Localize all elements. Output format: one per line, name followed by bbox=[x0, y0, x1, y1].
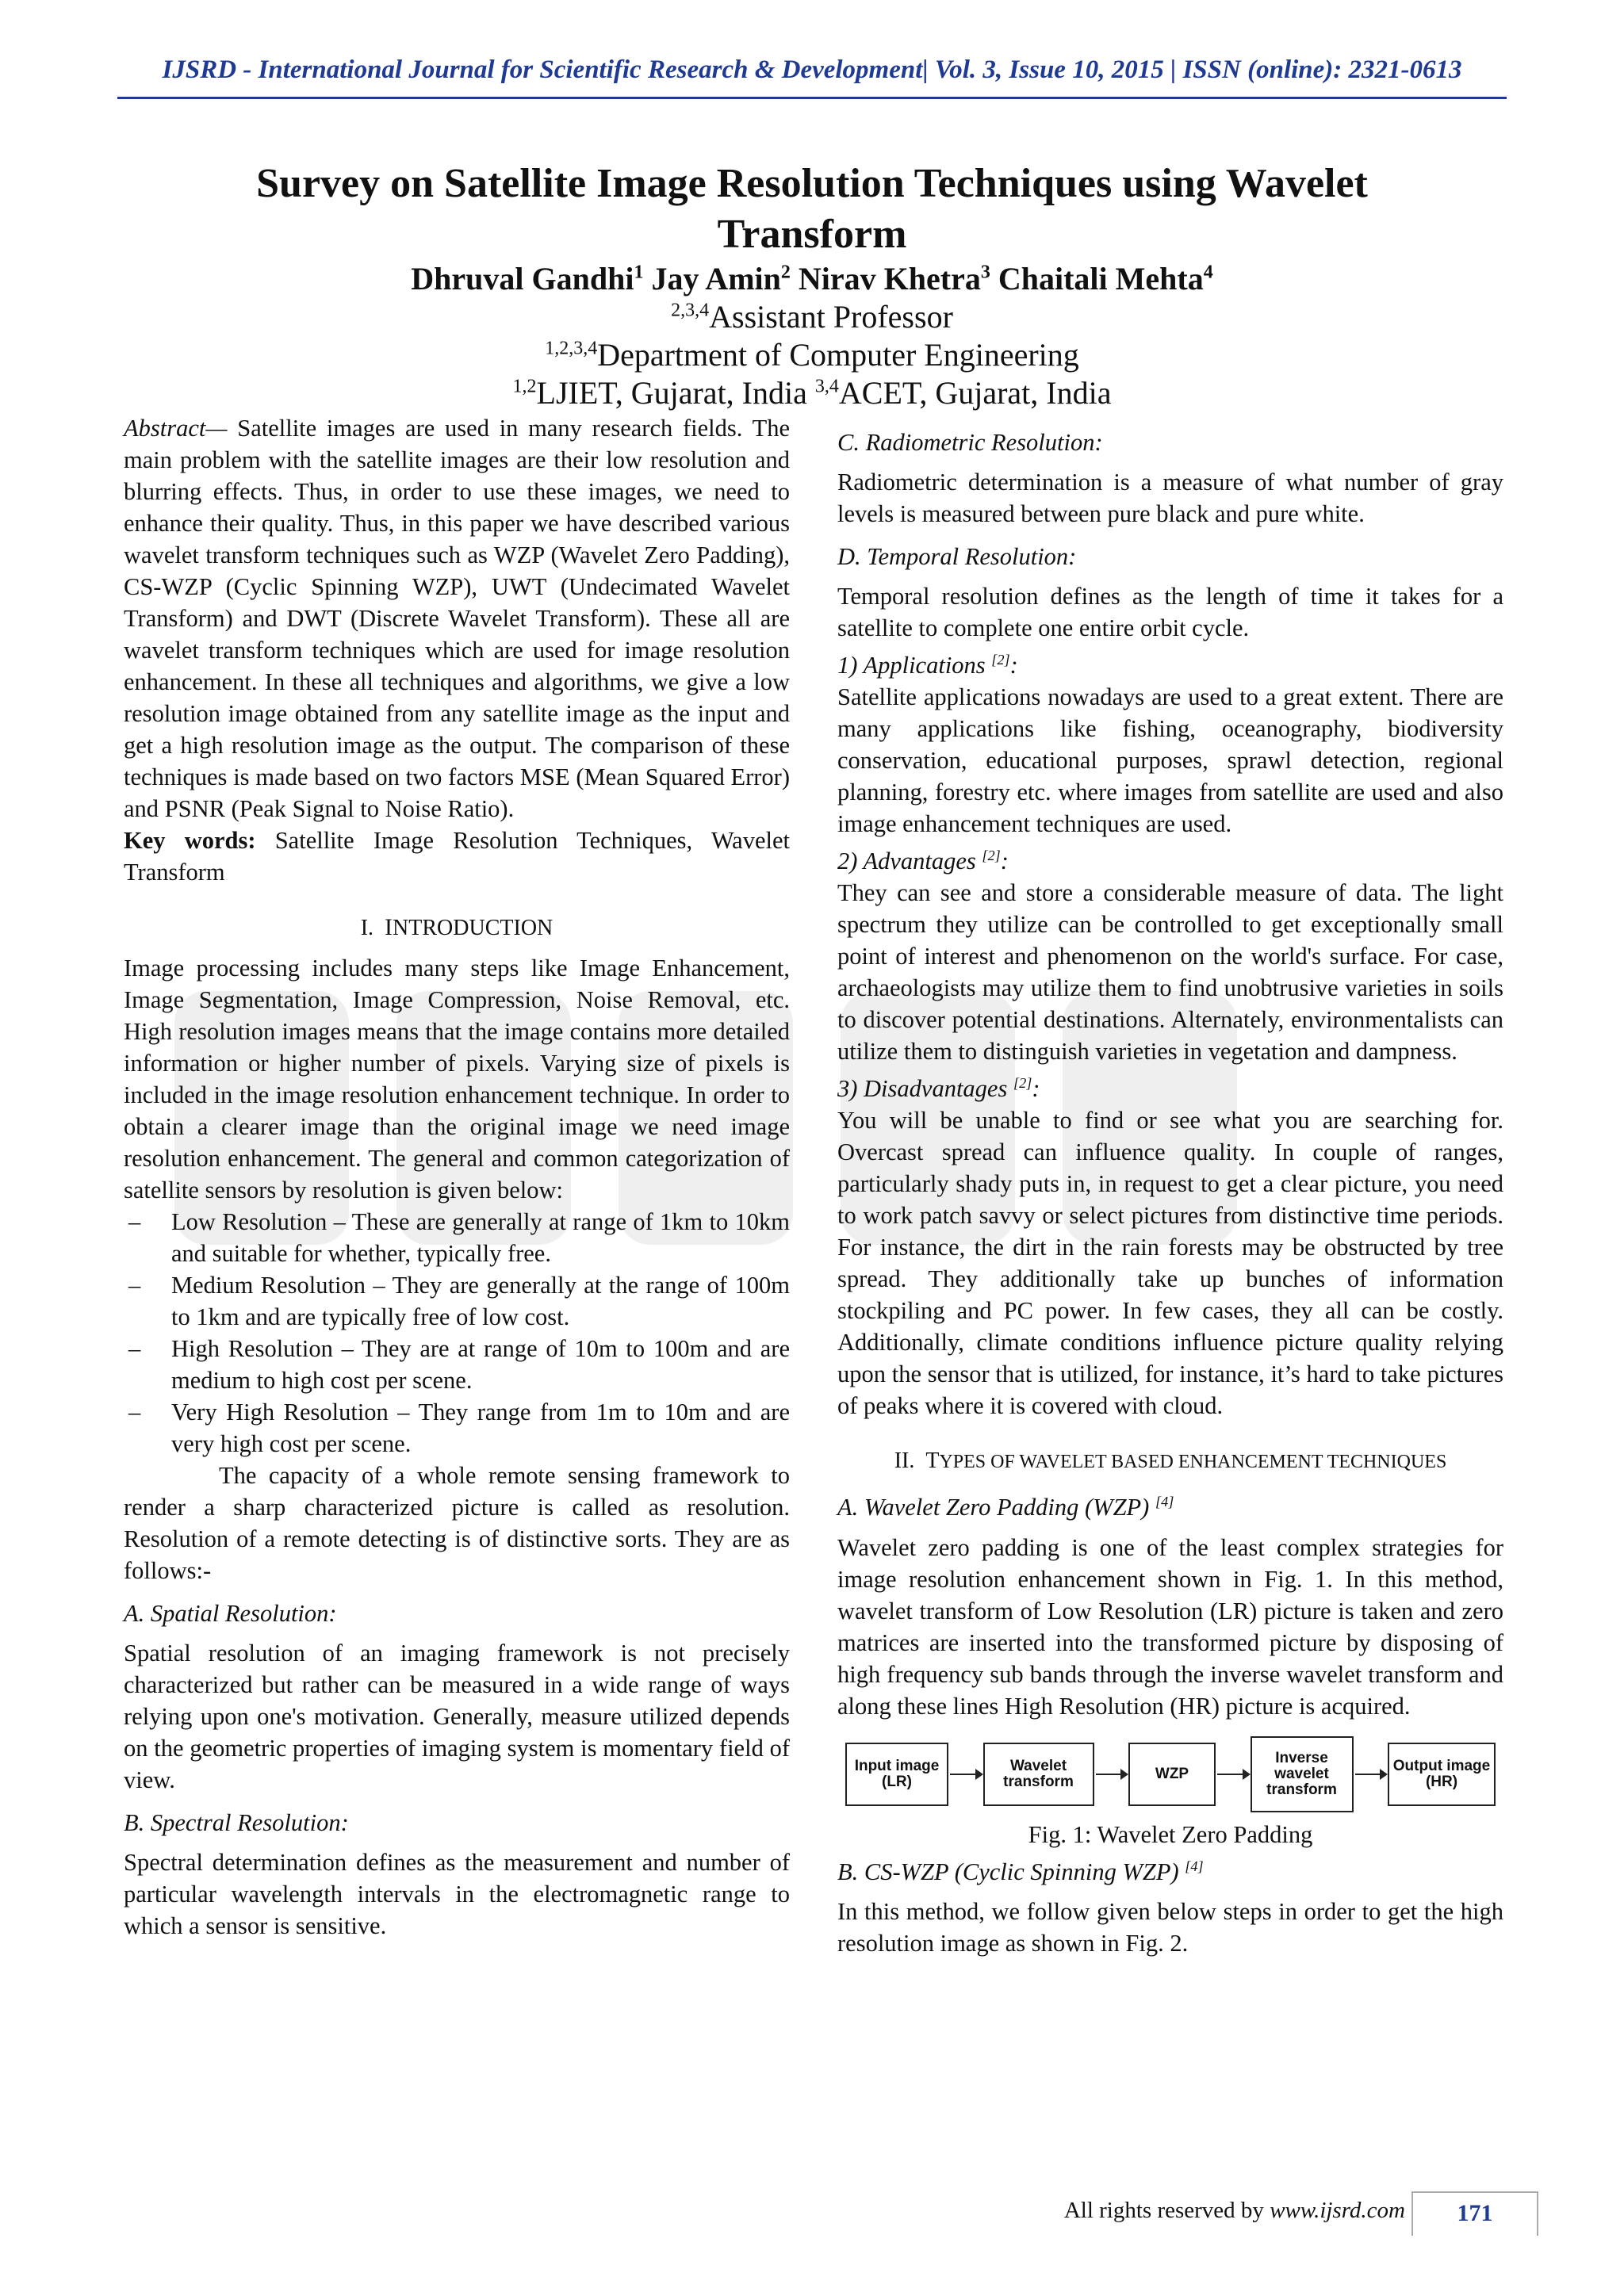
journal-header: IJSRD - International Journal for Scientific Research & Development| Vol. 3, Issue 10, 2015 | ISSN (online): 2321-0613 bbox=[162, 55, 1462, 84]
diagram-box-output: Output image (HR) bbox=[1388, 1743, 1496, 1806]
author-sup: 1 bbox=[634, 262, 644, 283]
affiliation-role: $^{2,3,4}$Assistant Professor bbox=[671, 299, 953, 335]
diagram-arrow bbox=[1355, 1774, 1387, 1775]
section2-heading: II. TYPES OF WAVELET BASED ENHANCEMENT TECHNIQUES bbox=[894, 1448, 1447, 1474]
footer-rights: All rights reserved by www.ijsrd.com bbox=[1063, 2198, 1405, 2223]
affiliation-institutes: $^{1,2}$LJIET, Gujarat, India $^{3,4}$ACET, Gujarat, India bbox=[512, 375, 1112, 411]
paper-title: Survey on Satellite Image Resolution Techniques using Wavelet Transform bbox=[256, 161, 1368, 257]
abstract: Abstract— Satellite images are used in many research fields. The main problem with the satellite images are their low resolution and blurring effects. Thus, in order to use these images, we need to enhance their quality. Thus, in this paper we have described various wavelet transform techniques such as WZP (Wavelet Zero Padding), CS-WZP (Cyclic Spinning WZP), UWT (Undecimated Wavelet Transform) and DWT (Discrete Wavelet Transform). These all are wavelet transform techniques which are used for image resolution enhancement. In these all techniques and algorithms, we give a low resolution image obtained from any satellite image as the input and get a high resolution image as the output. The comparison of these techniques is made based on two factors MSE (Mean Squared Error) and PSNR (Peak Signal to Noise Ratio). bbox=[124, 415, 790, 822]
advantages-heading: 2) Advantages [2]: bbox=[837, 848, 1009, 875]
disadvantages-text: You will be unable to find or see what you are searching for. Overcast spread can influence quality. In couple of ranges, particularly shady puts in, in request to get a clear picture, you need to work patch savvy or select pictures from distinctive time periods. For instance, the dirt in the rain forests may be obstructed by tree spread. They additionally take up bunches of information stockpiling and PC power. In few cases, they all can be costly. Additionally, climate conditions influence picture quality relying upon the sensor that is utilized, for instance, it’s hard to take pictures of peaks where it is covered with cloud. bbox=[837, 1107, 1503, 1420]
footer-site-link[interactable]: www.ijsrd.com bbox=[1270, 2198, 1405, 2223]
cswzp-text: In this method, we follow given below steps in order to get the high resolution image as shown in Fig. 2. bbox=[837, 1897, 1503, 1957]
list-item: – Very High Resolution – They range from 1m to 10m and are very high cost per scene. bbox=[128, 1399, 790, 1457]
wzp-text: Wavelet zero padding is one of the least complex strategies for image resolution enhancement shown in Fig. 1. In this method, wavelet transform of Low Resolution (LR) picture is taken and zero matrices are inserted into the transformed picture by disposing of high frequency sub bands through the inverse wavelet transform and along these lines High Resolution (HR) picture is acquired. bbox=[837, 1533, 1503, 1720]
radiometric-text: Radiometric determination is a measure of what number of gray levels is measured between pure black and pure white. bbox=[837, 469, 1503, 527]
diagram-arrow bbox=[950, 1774, 982, 1775]
page-number: 171 bbox=[1411, 2191, 1538, 2236]
diagram-arrow bbox=[1096, 1774, 1128, 1775]
author-line bbox=[159, 260, 1465, 297]
spectral-heading: B. Spectral Resolution: bbox=[124, 1809, 349, 1836]
applications-heading: 1) Applications [2]: bbox=[837, 652, 1018, 679]
right-column bbox=[837, 427, 1503, 1959]
header-rule bbox=[117, 97, 1507, 99]
left-column bbox=[124, 412, 790, 1942]
author-sup: 3 bbox=[980, 262, 990, 283]
author-name: Chaitali Mehta bbox=[998, 261, 1204, 297]
diagram-arrow bbox=[1217, 1774, 1249, 1775]
keywords: Key words: Satellite Image Resolution Techniques, Wavelet Transform bbox=[124, 827, 790, 886]
resolution-list bbox=[124, 1206, 790, 1460]
disadvantages-heading: 3) Disadvantages [2]: bbox=[837, 1075, 1040, 1103]
author-name: Jay Amin bbox=[651, 261, 781, 297]
author-name: Nirav Khetra bbox=[798, 261, 981, 297]
radiometric-heading: C. Radiometric Resolution: bbox=[837, 429, 1103, 456]
affiliation-department: $^{1,2,3,4}$Department of Computer Engineering bbox=[545, 337, 1079, 373]
cswzp-heading: B. CS-WZP (Cyclic Spinning WZP) [4] bbox=[837, 1858, 1204, 1885]
list-item: – Low Resolution – These are generally at range of 1km to 10km and suitable for whether, typically free. bbox=[128, 1208, 790, 1267]
temporal-text: Temporal resolution defines as the length of time it takes for a satellite to complete one entire orbit cycle. bbox=[837, 583, 1503, 641]
diagram-box-wavelet: Wavelet transform bbox=[983, 1743, 1094, 1806]
advantages-text: They can see and store a considerable measure of data. The light spectrum they utilize can be controlled to get exceptionally small point of interest and phenomenon on the world's surface. For case, archaeologists may utilize them to find unobtrusive varieties in soils to discover potential destinations. Alternately, environmentalists can utilize them to distinguish varieties in vegetation and dampness. bbox=[837, 879, 1503, 1066]
wzp-heading: A. Wavelet Zero Padding (WZP) [4] bbox=[837, 1494, 1174, 1521]
author-name: Dhruval Gandhi bbox=[411, 261, 634, 297]
figure-1-caption: Fig. 1: Wavelet Zero Padding bbox=[1028, 1820, 1313, 1848]
applications-text: Satellite applications nowadays are used to a great extent. There are many applications like fishing, oceanography, biodiversity conservation, educational purposes, sprawl detection, regional planning, forestry etc. where images from satellite are used and also image enhancement techniques are used. bbox=[837, 683, 1503, 838]
list-item: – High Resolution – They are at range of 10m to 100m and are medium to high cost per scene. bbox=[128, 1335, 790, 1394]
intro-paragraph-2: The capacity of a whole remote sensing framework to render a sharp characterized picture is called as resolution. Resolution of a remote detecting is of distinctive sorts. They are as follows:- bbox=[124, 1462, 790, 1584]
diagram-box-input: Input image (LR) bbox=[845, 1743, 948, 1806]
spatial-heading: A. Spatial Resolution: bbox=[124, 1600, 337, 1627]
author-sup: 4 bbox=[1203, 262, 1213, 283]
diagram-box-wzp: WZP bbox=[1128, 1743, 1216, 1806]
temporal-heading: D. Temporal Resolution: bbox=[837, 543, 1077, 570]
spectral-text: Spectral determination defines as the measurement and number of particular wavelength intervals in the electromagnetic range to which a sensor is sensitive. bbox=[124, 1849, 790, 1939]
intro-paragraph: Image processing includes many steps like Image Enhancement, Image Segmentation, Image Compression, Noise Removal, etc. High resolution images means that the image contains more detailed information or higher number of pixels. Varying size of pixels is included in the image resolution enhancement technique. In order to obtain a clearer image than the original image we need image resolution enhancement. The general and common categorization of satellite sensors by resolution is given below: bbox=[124, 955, 790, 1203]
list-item: – Medium Resolution – They are generally at the range of 100m to 1km and are typically free of low cost. bbox=[128, 1272, 790, 1330]
author-sup: 2 bbox=[780, 262, 791, 283]
diagram-box-inverse: Inverse wavelet transform bbox=[1251, 1736, 1354, 1812]
intro-heading: I. INTRODUCTION bbox=[360, 914, 553, 940]
spatial-text: Spatial resolution of an imaging framework is not precisely characterized but rather can be measured in a wide range of ways relying upon one's motivation. Generally, measure utilized depends on the geometric properties of imaging system is momentary field of view. bbox=[124, 1640, 790, 1793]
figure-1-diagram bbox=[845, 1735, 1496, 1814]
